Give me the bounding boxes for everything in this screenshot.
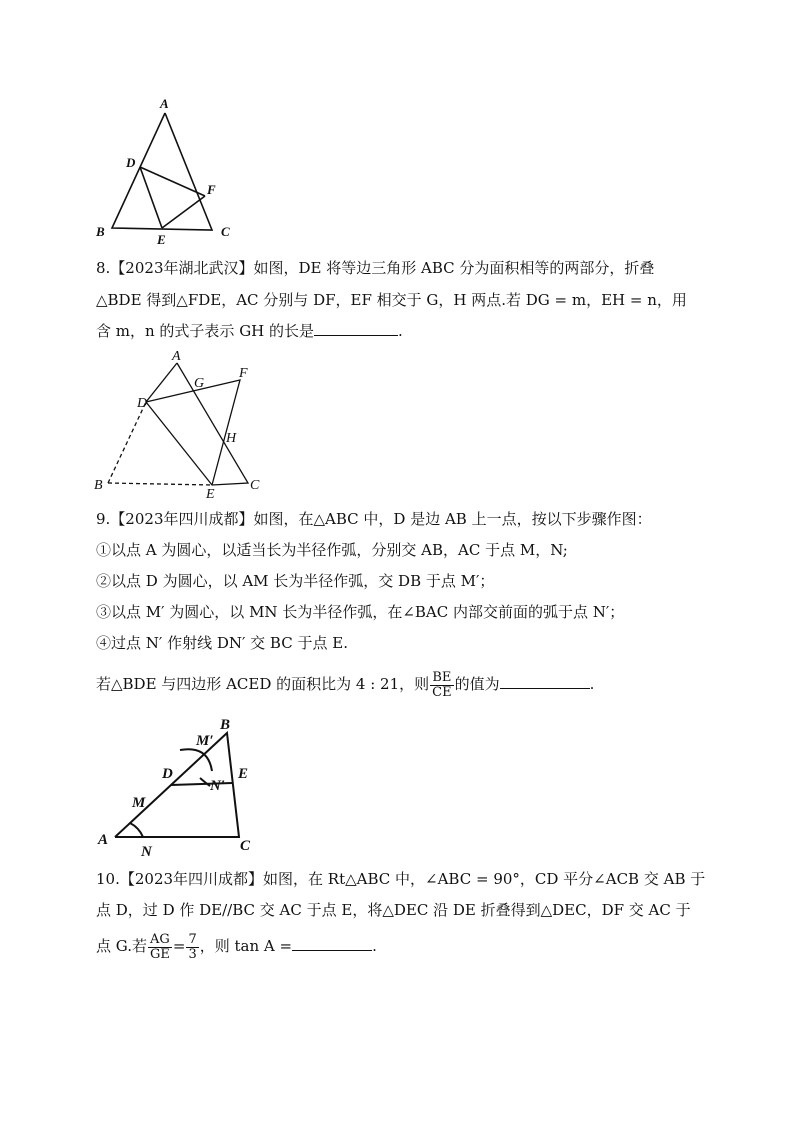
label-B: B xyxy=(96,224,105,239)
label-A: A xyxy=(172,349,181,364)
label-M: M xyxy=(132,795,146,811)
label-C: C xyxy=(221,224,230,239)
q8-line2: △BDE 得到△FDE，AC 分别与 DF，EF 相交于 G，H 两点.若 DG = m，EH = n，用 xyxy=(96,291,687,309)
q9-ratio-text: 若△BDE 与四边形 ACED 的面积比为 4 : 21，则 xyxy=(96,675,430,693)
label-D: D xyxy=(137,396,148,411)
label-F: F xyxy=(239,366,248,381)
label-B: B xyxy=(94,478,103,493)
q10-frac2-num: 7 xyxy=(188,931,197,947)
q10-line1: 10.【2023年四川成都】如图，在 Rt△ABC 中，∠ABC = 90°，CD 平分∠ACB 交 AB 于 xyxy=(96,870,706,888)
label-A: A xyxy=(160,96,169,111)
q8-answer-blank[interactable] xyxy=(314,321,398,336)
label-N: N xyxy=(141,844,152,860)
q10-eq: = xyxy=(172,937,186,955)
label-E: E xyxy=(238,766,249,782)
label-G: G xyxy=(194,376,205,391)
q10-fraction-ag-ge xyxy=(148,933,172,962)
label-H: H xyxy=(226,431,237,446)
q10-frac1-num: AG xyxy=(148,933,172,948)
label-C: C xyxy=(250,478,260,493)
q10-line3 xyxy=(96,927,377,965)
q8-line1: 8.【2023年湖北武汉】如图，DE 将等边三角形 ABC 分为面积相等的两部分，折叠 xyxy=(96,259,655,277)
label-Mprime: M′ xyxy=(196,733,214,749)
q10-frac1-den: GE xyxy=(149,946,170,962)
q9-frac-num: BE xyxy=(430,671,453,686)
label-C: C xyxy=(240,838,251,854)
q9-answer-blank[interactable] xyxy=(500,674,590,689)
figure-fold-triangle xyxy=(90,345,270,500)
q8-end: . xyxy=(398,322,403,340)
q9-step1: ①以点 A 为圆心，以适当长为半径作弧，分别交 AB，AC 于点 M，N; xyxy=(96,541,568,559)
q10-fraction-7-3 xyxy=(186,933,198,962)
label-E: E xyxy=(206,487,215,500)
q9-step3: ③以点 M′ 为圆心，以 MN 长为半径作弧，在∠BAC 内部交前面的弧于点 N′； xyxy=(96,603,625,621)
label-E: E xyxy=(157,232,166,245)
q10-line3-mid: ，则 tan A = xyxy=(199,937,293,955)
q10-end: . xyxy=(372,937,377,955)
label-B: B xyxy=(220,717,231,733)
q9-step4: ④过点 N′ 作射线 DN′ 交 BC 于点 E. xyxy=(96,634,348,652)
q10-answer-blank[interactable] xyxy=(292,936,372,951)
q9-fraction xyxy=(430,671,453,700)
q9-step2: ②以点 D 为圆心，以 AM 长为半径作弧，交 DB 于点 M′； xyxy=(96,572,495,590)
q8-line3-text: 含 m，n 的式子表示 GH 的长是 xyxy=(96,322,315,340)
q10-line2: 点 D，过 D 作 DE//BC 交 AC 于点 E，将△DEC 沿 DE 折叠得到△DEC，DF 交 AC 于 xyxy=(96,901,691,919)
label-A: A xyxy=(98,832,109,848)
label-D: D xyxy=(162,766,173,782)
q9-ratio-line xyxy=(96,665,594,703)
q10-line3-text: 点 G.若 xyxy=(96,937,147,955)
q8-line3 xyxy=(96,321,403,341)
q9-end: . xyxy=(589,675,595,693)
label-Nprime: N′ xyxy=(210,778,226,794)
q9-ratio-post: 的值为 xyxy=(454,675,500,693)
q9-frac-den: CE xyxy=(432,684,452,700)
label-F: F xyxy=(207,182,216,197)
q9-line1: 9.【2023年四川成都】如图，在△ABC 中，D 是边 AB 上一点，按以下步骤作图： xyxy=(96,510,652,528)
figure-equilateral-triangle-fold xyxy=(90,95,250,245)
q10-frac2-den: 3 xyxy=(188,946,197,962)
figure-construction-triangle xyxy=(92,710,267,860)
label-D: D xyxy=(126,155,136,170)
